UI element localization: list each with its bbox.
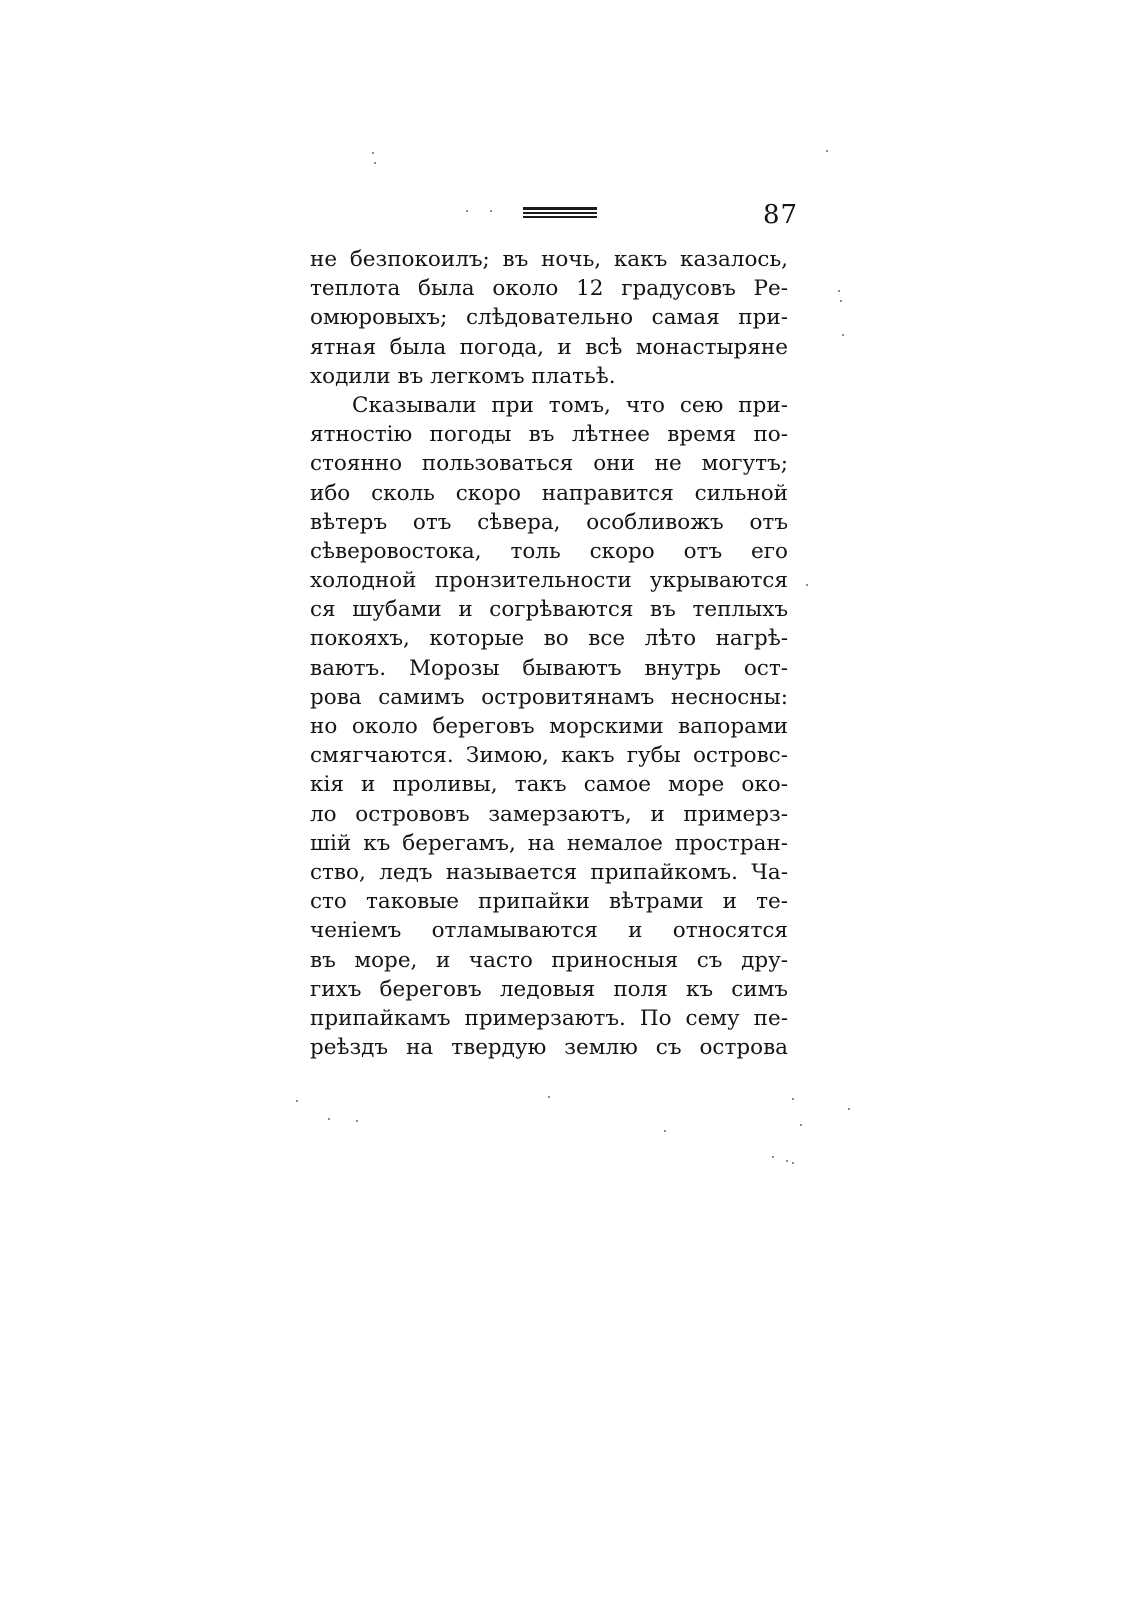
ornament-rule-middle (523, 212, 597, 214)
scan-speck (328, 1118, 330, 1120)
scan-speck (374, 162, 376, 164)
text-line: смягчаются. Зимою, какъ губы островс- (310, 743, 788, 769)
text-line: ло острововъ замерзаютъ, и примерз- (310, 801, 788, 827)
text-line: ибо сколь скоро направится сильной (310, 480, 788, 506)
text-line: ятностію погоды въ лѣтнее время по- (310, 422, 788, 448)
text-line: кія и проливы, такъ самое море око- (310, 772, 788, 798)
scan-speck (800, 1124, 802, 1126)
text-line: ченіемъ отламываются и относятся (310, 918, 788, 944)
text-line: гихъ береговъ ледовыя поля къ симъ (310, 976, 788, 1002)
text-line: омюровыхъ; слѣдовательно самая при- (310, 305, 788, 331)
scan-speck (840, 300, 842, 302)
text-line: покояхъ, которые во все лѣто нагрѣ- (310, 626, 788, 652)
text-line: холодной пронзительности укрываются (310, 568, 788, 594)
text-line: стоянно пользоваться они не могутъ; (310, 451, 788, 477)
text-line: вѣтеръ отъ сѣвера, особливожъ отъ (310, 509, 788, 535)
scan-speck (490, 210, 492, 212)
text-line: ваютъ. Морозы бываютъ внутрь ост- (310, 655, 788, 681)
body-text (310, 245, 788, 1062)
text-line: шій къ берегамъ, на немалое простран- (310, 830, 788, 856)
ornament-rule-bottom (523, 216, 597, 218)
scan-speck (848, 1108, 850, 1110)
header-ornament (523, 204, 597, 218)
scan-speck (548, 1096, 550, 1098)
scan-speck (806, 584, 808, 586)
text-line: ходили въ легкомъ платьѣ. (310, 363, 616, 389)
page-number: 87 (763, 200, 799, 230)
text-line: Сказывали при томъ, что сею при- (352, 392, 788, 418)
scan-speck (466, 210, 468, 212)
text-line: не безпокоилъ; въ ночь, какъ казалось, (310, 247, 788, 272)
scan-speck (792, 1162, 794, 1164)
scan-speck (772, 1156, 774, 1158)
text-line: сто таковые припайки вѣтрами и те- (310, 889, 788, 915)
scan-speck (838, 290, 840, 292)
scan-speck (664, 1130, 666, 1132)
scan-speck (826, 150, 828, 152)
ornament-rule-top (523, 207, 597, 210)
text-line: сѣверовостока, толь скоро отъ его (310, 538, 788, 564)
scan-speck (786, 1160, 788, 1162)
scan-speck (296, 1100, 298, 1102)
text-line: но около береговъ морскими вапорами (310, 714, 788, 739)
scan-speck (356, 1120, 358, 1122)
text-line: въ море, и часто приносныя съ дру- (310, 947, 788, 973)
text-line: реѣздъ на твердую землю съ острова (310, 1035, 788, 1061)
text-line: припайкамъ примерзаютъ. По сему пе- (310, 1005, 788, 1031)
text-line: рова самимъ островитянамъ несносны: (310, 684, 788, 710)
text-line: ятная была погода, и всѣ монастыряне (310, 334, 788, 360)
text-line: теплота была около 12 градусовъ Ре- (310, 276, 788, 302)
text-line: ство, ледъ называется припайкомъ. Ча- (310, 859, 788, 885)
scan-speck (372, 152, 374, 154)
text-line: ся шубами и согрѣваются въ теплыхъ (310, 597, 788, 623)
scan-speck (792, 1098, 794, 1100)
scan-speck (842, 334, 844, 336)
